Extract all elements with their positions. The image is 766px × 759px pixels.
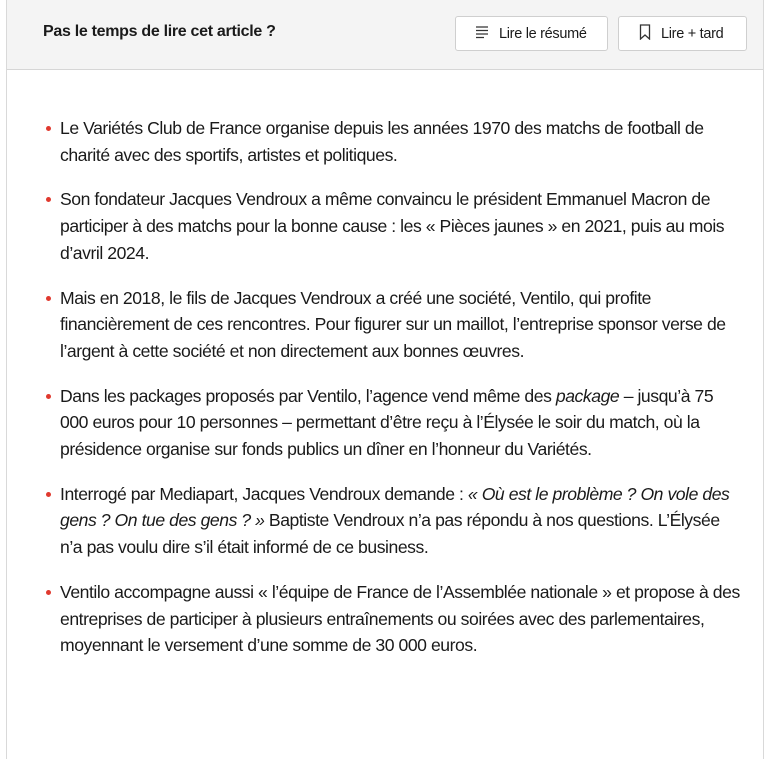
- summary-box: [6, 0, 764, 759]
- summary-item: [60, 115, 740, 168]
- read-later-button[interactable]: [618, 16, 747, 51]
- item-text: Mais en 2018, le fils de Jacques Vendroux a créé une société, Ventilo, qui profite financièrement de ces rencontres. Pour figurer sur un maillot, l’entreprise sponsor verse de l’argent à cette société et non directement aux bonnes œuvres.: [60, 287, 726, 361]
- summary-header: [7, 0, 763, 70]
- summary-list: [60, 115, 740, 677]
- item-text: Dans les packages proposés par Ventilo, l’agence vend même des: [60, 385, 556, 406]
- italic-text: package: [555, 385, 620, 406]
- item-text: Interrogé par Mediapart, Jacques Vendroux demande :: [60, 483, 468, 504]
- read-summary-label: Lire le résumé: [499, 25, 587, 42]
- summary-item: [60, 285, 740, 365]
- item-text: Ventilo accompagne aussi « l’équipe de France de l’Assemblée nationale » et propose à des entreprises de participer à plusieurs entraînements ou soirées avec des parlementaires, moyennant le versement d’une somme de 30 000 euros.: [60, 581, 740, 656]
- italic-text: « Où est le problème ? On vole des gens ? On tue des gens ? »: [60, 483, 730, 531]
- item-text: Le Variétés Club de France organise depuis les années 1970 des matchs de football de charité avec des sportifs, artistes et politiques.: [60, 118, 704, 165]
- summary-item: [60, 383, 740, 463]
- item-text: Baptiste Vendroux n’a pas répondu à nos questions. L’Élysée n’a pas voulu dire s’il était informé de ce business.: [60, 510, 720, 558]
- item-text: Son fondateur Jacques Vendroux a même convaincu le président Emmanuel Macron de participer à des matchs pour la bonne cause : les « Pièces jaunes » en 2021, puis au mois d’avril 2024.: [60, 189, 725, 263]
- summary-title: Pas le temps de lire cet article ?: [43, 23, 276, 40]
- summary-item: [60, 579, 740, 659]
- summary-item: [60, 186, 740, 266]
- bookmark-icon: [639, 24, 661, 44]
- summary-item: [60, 481, 740, 561]
- read-later-label: Lire + tard: [661, 25, 724, 42]
- list-lines-icon: [475, 25, 499, 43]
- read-summary-button[interactable]: [455, 16, 608, 51]
- item-text: – jusqu’à 75 000 euros pour 10 personnes – permettant d’être reçu à l’Élysée le soir du match, où la présidence organise sur fonds publics un dîner en l’honneur du Variétés.: [60, 385, 714, 460]
